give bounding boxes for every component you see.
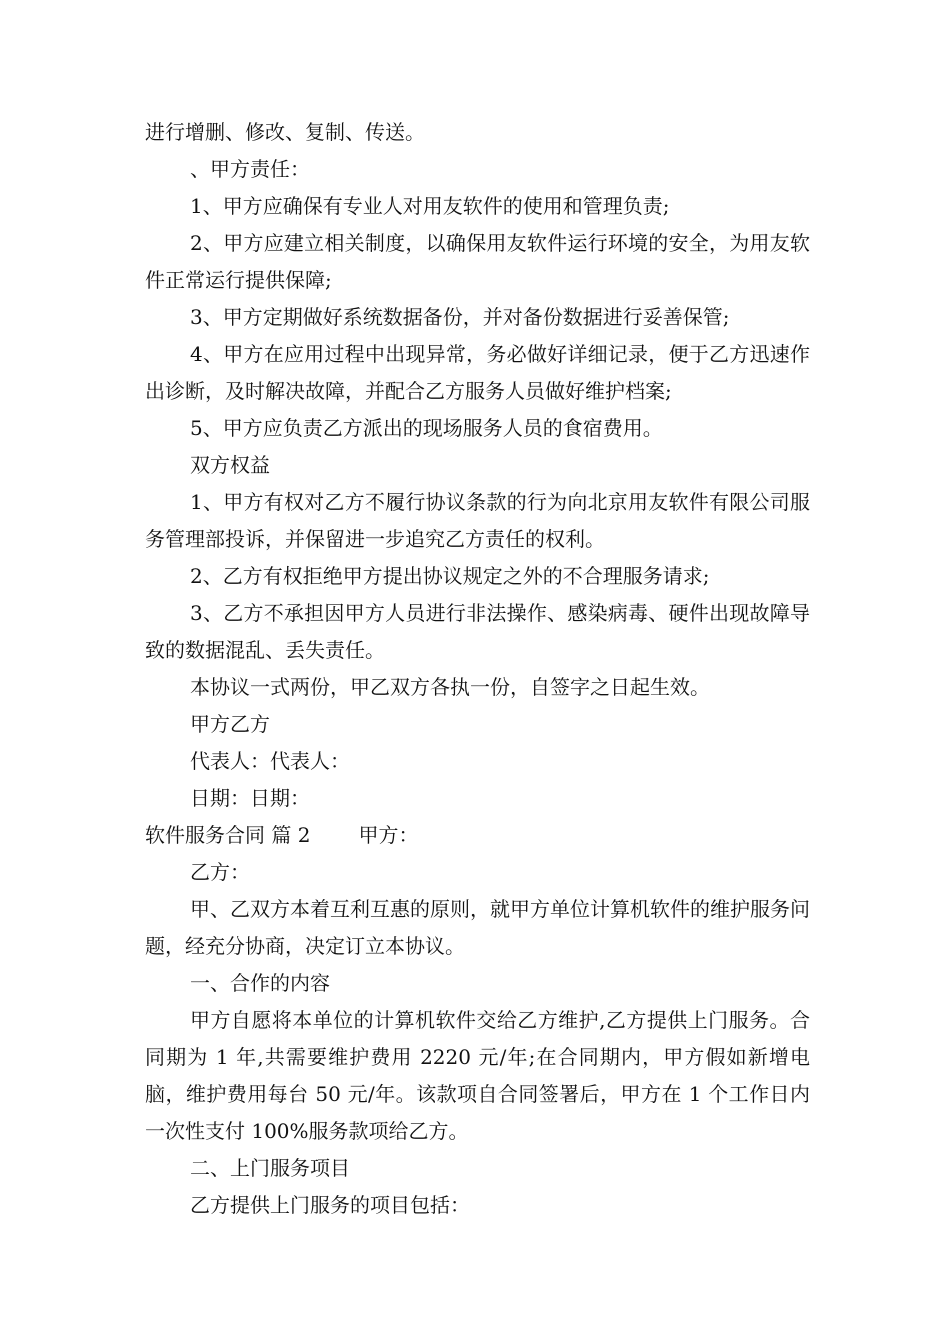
clause-a2: 2、甲方应建立相关制度，以确保用友软件运行环境的安全，为用友软件正常运行提供保障;: [145, 231, 810, 292]
signature-parties: 甲方乙方: [190, 712, 270, 736]
signature-dates: 日期：日期：: [190, 786, 310, 810]
paragraph-continuation: 进行增删、修改、复制、传送。: [145, 120, 425, 144]
signature-representatives: 代表人：代表人：: [190, 749, 350, 773]
document-body: [145, 114, 810, 1224]
section-heading-onsite-service: 二、上门服务项目: [190, 1156, 350, 1180]
section-heading-party-a-duties: 、甲方责任：: [190, 157, 310, 181]
effective-clause: 本协议一式两份，甲乙双方各执一份，自签字之日起生效。: [190, 675, 710, 699]
clause-r2: 2、乙方有权拒绝甲方提出协议规定之外的不合理服务请求;: [190, 564, 710, 588]
section-heading-cooperation: 一、合作的内容: [190, 971, 330, 995]
clause-a5: 5、甲方应负责乙方派出的现场服务人员的食宿费用。: [190, 416, 663, 440]
contract-2-heading: [145, 817, 810, 854]
clause-a4: 4、甲方在应用过程中出现异常，务必做好详细记录，便于乙方迅速作出诊断，及时解决故障，并配合乙方服务人员做好维护档案;: [145, 342, 810, 403]
onsite-service-intro: 乙方提供上门服务的项目包括：: [190, 1193, 470, 1217]
section-heading-rights: 双方权益: [190, 453, 270, 477]
party-b-label: 乙方：: [190, 860, 250, 884]
clause-r3: 3、乙方不承担因甲方人员进行非法操作、感染病毒、硬件出现故障导致的数据混乱、丢失责任。: [145, 601, 810, 662]
clause-r1: 1、甲方有权对乙方不履行协议条款的行为向北京用友软件有限公司服务管理部投诉，并保留进一步追究乙方责任的权利。: [145, 490, 810, 551]
clause-a3: 3、甲方定期做好系统数据备份，并对备份数据进行妥善保管;: [190, 305, 730, 329]
clause-a1: 1、甲方应确保有专业人对用友软件的使用和管理负责;: [190, 194, 670, 218]
contract-2-title: 软件服务合同 篇 2: [145, 823, 311, 847]
preamble: 甲、乙双方本着互利互惠的原则，就甲方单位计算机软件的维护服务问题，经充分协商，决定订立本协议。: [145, 897, 810, 958]
cooperation-content: 甲方自愿将本单位的计算机软件交给乙方维护,乙方提供上门服务。合同期为 1 年,共需要维护费用 2220 元/年;在合同期内，甲方假如新增电脑，维护费用每台 50 元/年。该款项自合同签署后，甲方在 1 个工作日内一次性支付 100%服务款项给乙方。: [145, 1008, 810, 1143]
party-a-label: 甲方：: [358, 823, 419, 847]
